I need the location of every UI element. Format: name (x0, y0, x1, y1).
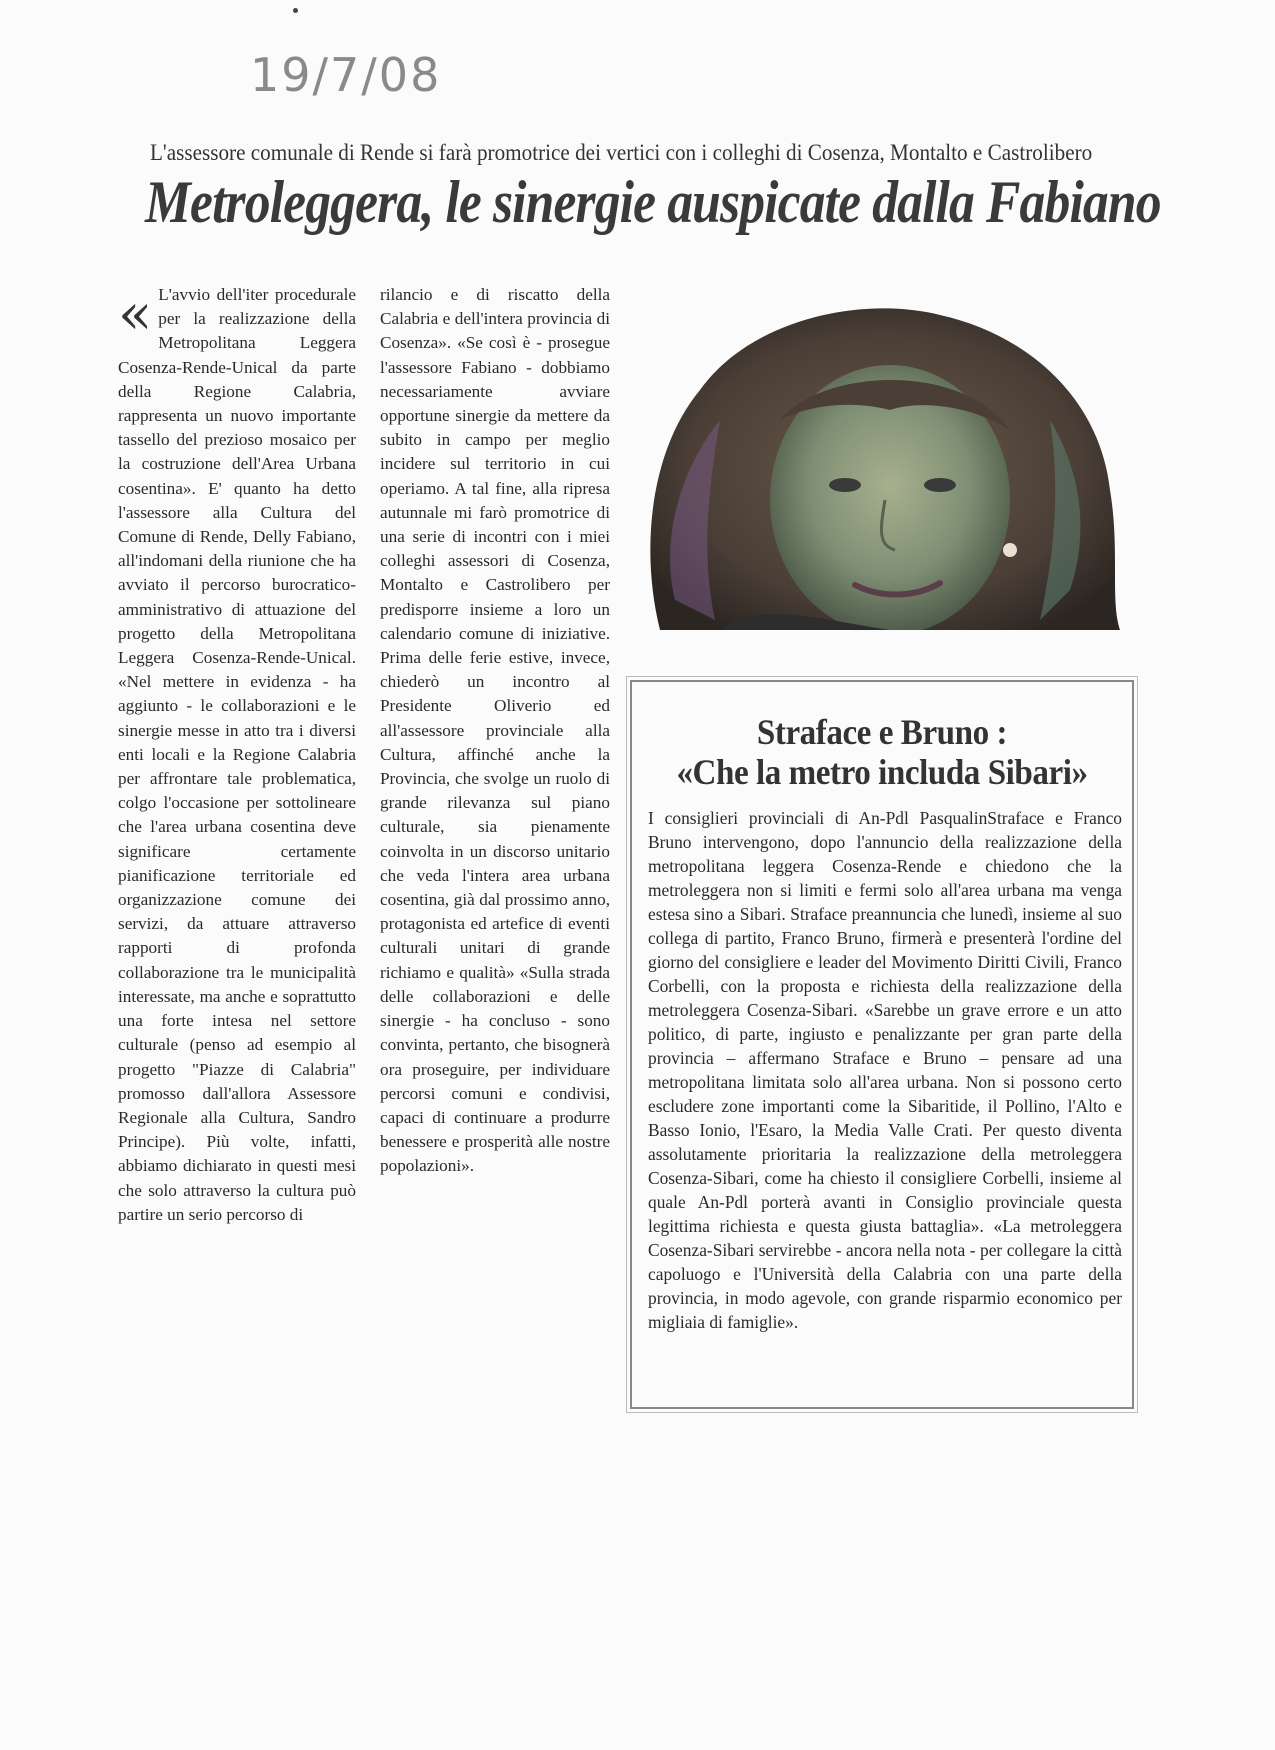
opening-quote-mark: « (118, 282, 153, 347)
sidebar-body: I consiglieri provinciali di An-Pdl PasqualinStraface e Franco Bruno intervengono, dopo l'annuncio della realizzazione della metropolitana leggera Cosenza-Rende e chiedono che la metroleggera non si limiti e fermi solo all'area urbana ma venga estesa sino a Sibari. Straface preannuncia che lunedì, insieme al suo collega di partito, Franco Bruno, firmerà e presenterà l'ordine del giorno del consigliere e leader del Movimento Diritti Civili, Franco Corbelli, con la proposta e richiesta della realizzazione della metroleggera Cosenza-Sibari. «Sarebbe un grave errore e un atto politico, di parte, ingiusto e penalizzante per gran parte della provincia – affermano Straface e Bruno – pensare ad una metropolitana limitata solo all'area urbana. Non si possono certo escludere zone importanti come la Sibaritide, il Pollino, l'Alto e Basso Ionio, l'Esaro, la Media Valle Crati. Per questo diventa assolutamente prioritaria la realizzazione della metroleggera Cosenza-Sibari, come ha chiesto il consigliere Corbelli, insieme al quale An-Pdl porterà avanti in Consiglio provinciale questa legittima richiesta e questa giusta battaglia». «La metroleggera Cosenza-Sibari servirebbe - ancora nella nota - per collegare la città capoluogo e l'Università della Calabria con una parte della provincia, in modo agevole, con grande risparmio economico per migliaia di famiglie». (648, 808, 1122, 1332)
article-headline: Metroleggera, le sinergie auspicate dalla Fabiano (145, 169, 1161, 235)
earring-shape (1003, 543, 1017, 557)
portrait-photo (640, 300, 1130, 630)
face-shape (770, 365, 1010, 630)
article-column-1 (118, 283, 356, 1227)
handwritten-date: 19/7/08 (250, 48, 442, 102)
sidebar-title: Straface e Bruno : (756, 712, 1008, 752)
page-dot (293, 8, 298, 13)
sidebar-subtitle: «Che la metro includa Sibari» (676, 752, 1088, 792)
article-column-1-text: L'avvio dell'iter procedurale per la realizzazione della Metropolitana Leggera Cosenza-Rende-Unical da parte della Regione Calabria, rappresenta un nuovo importante tassello del prezioso mosaico per la costruzione dell'Area Urbana cosentina». E' quanto ha detto l'assessore alla Cultura del Comune di Rende, Delly Fabiano, all'indomani della riunione che ha avviato il percorso burocratico-amministrativo di attuazione del progetto della Metropolitana Leggera Cosenza-Rende-Unical. «Nel mettere in evidenza - ha aggiunto - le collaborazioni e le sinergie messe in atto tra i diversi enti locali e la Regione Calabria per affrontare tale problematica, colgo l'occasione per sottolineare che l'area urbana cosentina deve significare certamente pianificazione territoriale ed organizzazione comune dei servizi, da attuare attraverso rapporti di profonda collaborazione tra le municipalità interessate, ma anche e soprattutto una forte intesa nel settore culturale (penso ad esempio al progetto "Piazze di Calabria" promosso dall'allora Assessore Regionale alla Cultura, Sandro Principe). Più volte, infatti, abbiamo dichiarato in questi mesi che solo attraverso la cultura può partire un serio percorso di (118, 285, 356, 1224)
article-kicker: L'assessore comunale di Rende si farà promotrice dei vertici con i colleghi di Cosenza, Montalto e Castrolibero (150, 140, 1093, 165)
sidebar-box (630, 680, 1134, 1409)
article-column-2: rilancio e di riscatto della Calabria e dell'intera provincia di Cosenza». «Se così è - prosegue l'assessore Fabiano - dobbiamo necessariamente avviare opportune sinergie da mettere da subito in campo per meglio incidere sul territorio in cui operiamo. A tal fine, alla ripresa autunnale mi farò promotrice di una serie di incontri con i miei colleghi assessori di Cosenza, Montalto e Castrolibero per predisporre insieme a loro un calendario comune di iniziative. Prima delle ferie estive, invece, chiederò un incontro al Presidente Oliverio ed all'assessore provinciale alla Cultura, affinché anche la Provincia, che svolge un ruolo di grande rilevanza sul piano culturale, sia pienamente coinvolta in un discorso unitario che veda l'intera area urbana cosentina, già dal prossimo anno, protagonista ed artefice di eventi culturali unitari di grande richiamo e qualità» «Sulla strada delle collaborazioni e delle sinergie - ha concluso - sono convinta, pertanto, che bisognerà ora proseguire, per individuare percorsi comuni e condivisi, capaci di continuare a produrre benessere e prosperità alle nostre popolazioni». (380, 285, 610, 1176)
